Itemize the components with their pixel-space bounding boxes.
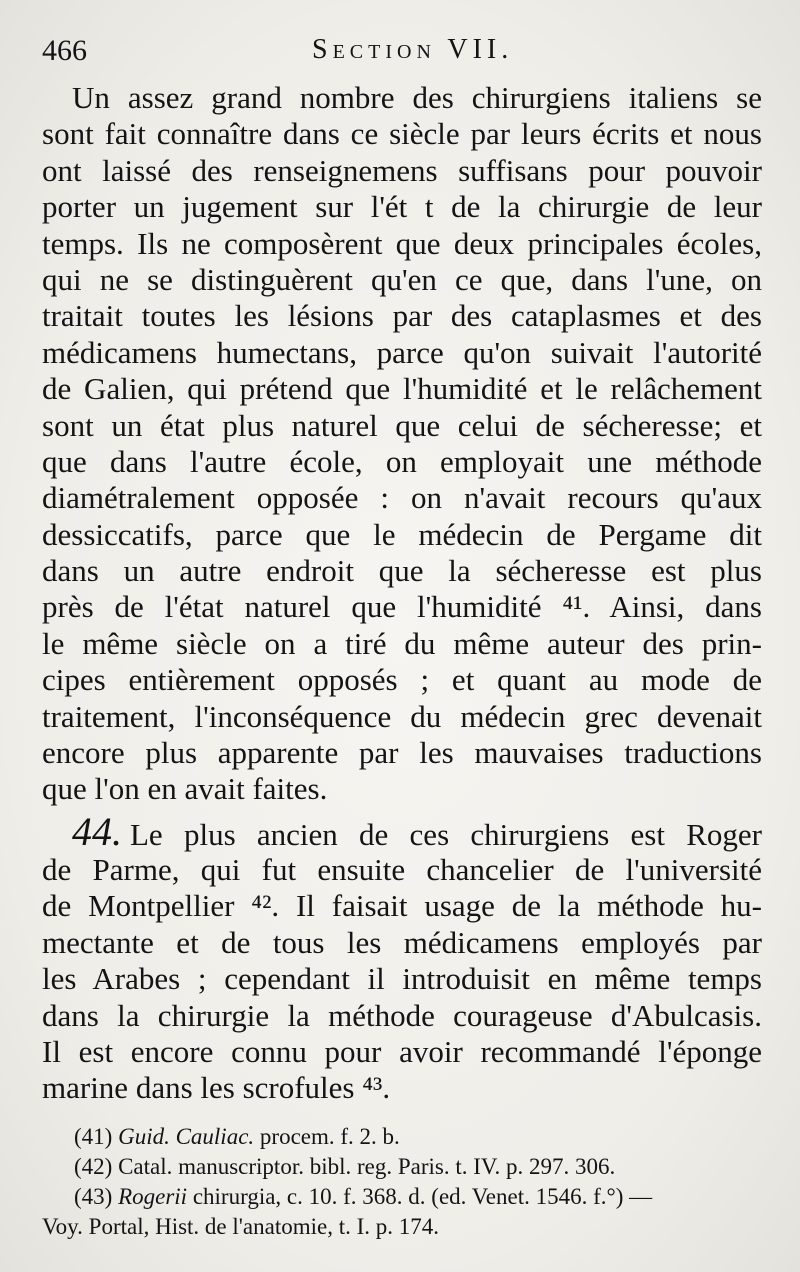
text-line: sont fait connaître dans ce siècle par leurs écrits et nous (42, 116, 762, 152)
text-line: marine dans les scrofules ⁴³. (42, 1070, 391, 1106)
footnote (42, 1152, 762, 1182)
footnote-citation: Guid. Cauliac. (118, 1124, 255, 1149)
footnote-text: procem. f. 2. b. (259, 1124, 400, 1149)
text-line: de Montpellier ⁴². Il faisait usage de la méthode hu- (42, 888, 762, 924)
text-line: les Arabes ; cependant il introduisit en même temps (42, 961, 762, 997)
text-line: ont laissé des renseignemens suffisans pour pouvoir (42, 152, 762, 188)
page-number: 466 (42, 34, 87, 67)
section-heading: Section VII. (312, 34, 514, 65)
text-line: le même siècle on a tiré du même auteur des prin- (42, 625, 762, 661)
text-line: mectante et de tous les médicamens employés par (42, 924, 762, 960)
footnotes (42, 1122, 762, 1242)
text-line: que l'on en avait faites. (42, 771, 328, 807)
footnote-text: chirurgia, c. 10. f. 368. d. (ed. Venet. 1546. f.°) — (192, 1184, 653, 1209)
text-line: Il est encore connu pour avoir recommandé l'éponge (42, 1033, 762, 1069)
text-line: traitait toutes les lésions par des cataplasmes et des (42, 298, 762, 334)
text-line: près de l'état naturel que l'humidité ⁴¹. Ainsi, dans (42, 589, 762, 625)
text-line: de Galien, qui prétend que l'humidité et le relâchement (42, 371, 762, 407)
footnote-mark: (43) (74, 1184, 113, 1209)
text-line: qui ne se distinguèrent qu'en ce que, dans l'une, on (42, 261, 762, 297)
text-line: que dans l'autre école, on employait une méthode (42, 443, 762, 479)
footnote-citation: Rogerii (118, 1184, 188, 1209)
text-line: temps. Ils ne composèrent que deux principales écoles, (42, 225, 762, 261)
text-line (42, 809, 762, 854)
text-line: diamétralement opposée : on n'avait recours qu'aux (42, 480, 762, 516)
text-line: encore plus apparente par les mauvaises traductions (42, 735, 762, 771)
paragraph-44 (42, 809, 762, 1107)
footnote-mark: (42) (74, 1154, 113, 1179)
footnote-text: Catal. manuscriptor. bibl. reg. Paris. t. IV. p. 297. 306. (118, 1154, 616, 1179)
text-line: dans la chirurgie la méthode courageuse d'Abulcasis. (42, 997, 762, 1033)
text-line: Un assez grand nombre des chirurgiens italiens se (72, 80, 762, 115)
text-line: dessiccatifs, parce que le médecin de Pergame dit (42, 516, 762, 552)
paragraph-number: 44. (72, 809, 122, 854)
text-line: sont un état plus naturel que celui de sécheresse; et (42, 407, 762, 443)
text-line: de Parme, qui fut ensuite chancelier de l'université (42, 852, 762, 887)
paragraph-1 (42, 80, 762, 808)
footnote-mark: (41) (74, 1124, 113, 1149)
text-line: cipes entièrement opposés ; et quant au mode de (42, 662, 762, 698)
text-line: porter un jugement sur l'ét t de la chirurgie de leur (42, 189, 762, 225)
text-line: traitement, l'inconséquence du médecin grec devenait (42, 698, 762, 734)
footnote-continuation: Voy. Portal, Hist. de l'anatomie, t. I. p. 174. (42, 1214, 440, 1239)
text-line: dans un autre endroit que la sécheresse est plus (42, 553, 762, 589)
text-line: médicamens humectans, parce qu'on suivait l'autorité (42, 334, 762, 370)
footnote (42, 1122, 762, 1152)
page-header (42, 30, 762, 70)
footnote (42, 1182, 762, 1212)
text-line-content: Le plus ancien de ces chirurgiens est Roger (130, 817, 762, 852)
